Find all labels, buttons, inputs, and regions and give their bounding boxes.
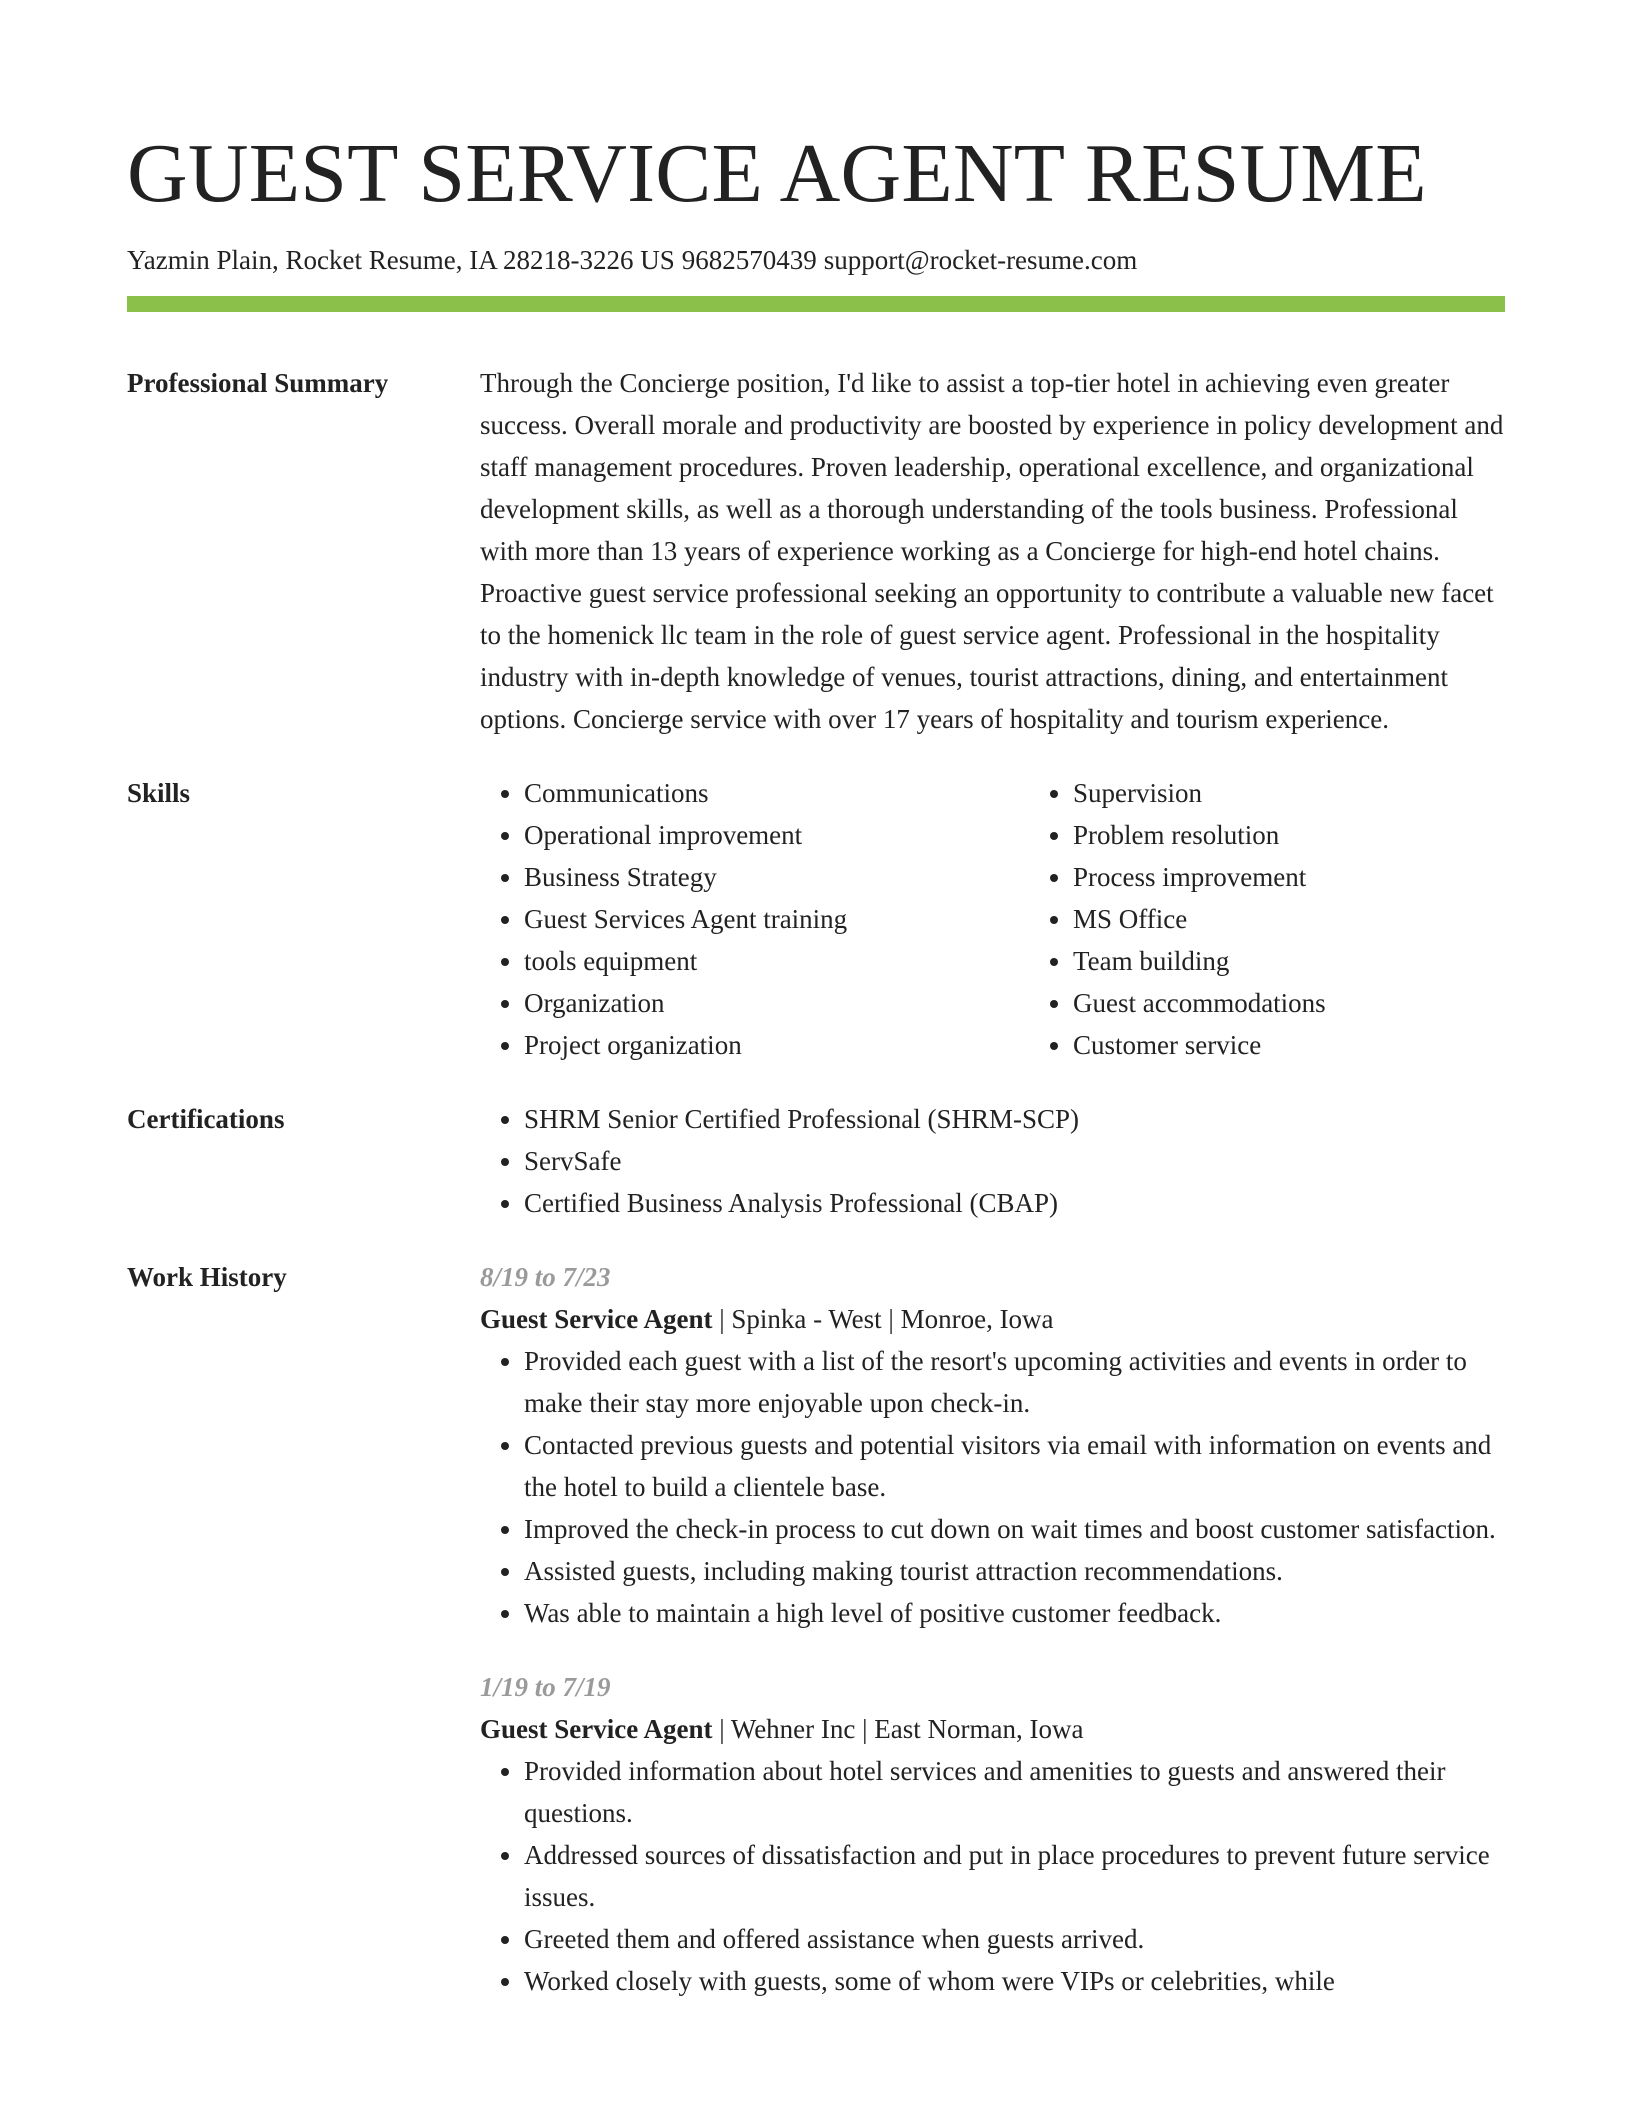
certifications-list bbox=[480, 1098, 1505, 1224]
job-duty: • Provided information about hotel services and amenities to guests and answered their questions. bbox=[524, 1750, 1505, 1834]
job-title: Guest Service Agent bbox=[480, 1714, 713, 1745]
section-label-summary: Professional Summary bbox=[127, 368, 389, 399]
job-entry bbox=[480, 1666, 1505, 2002]
contact-name-address: Yazmin Plain, Rocket Resume, IA 28218-3226 US bbox=[127, 245, 675, 275]
contact-email: support@rocket-resume.com bbox=[823, 245, 1138, 275]
skill-item: • Supervision bbox=[1073, 772, 1505, 814]
job-duties-list bbox=[480, 1750, 1505, 2002]
skill-item: • Customer service bbox=[1073, 1024, 1505, 1066]
section-certifications bbox=[127, 1098, 1505, 1224]
skill-item: • Communications bbox=[524, 772, 1029, 814]
skill-item: • Problem resolution bbox=[1073, 814, 1505, 856]
job-duty: • Assisted guests, including making tourist attraction recommendations. bbox=[524, 1550, 1505, 1592]
job-duty: • Contacted previous guests and potential visitors via email with information on events and the hotel to build a clientele base. bbox=[524, 1424, 1505, 1508]
section-label-certifications: Certifications bbox=[127, 1104, 285, 1135]
job-duty: • Addressed sources of dissatisfaction and put in place procedures to prevent future service issues. bbox=[524, 1834, 1505, 1918]
job-duties-list bbox=[480, 1340, 1505, 1634]
summary-text: Through the Concierge position, I'd like to assist a top-tier hotel in achieving even greater success. Overall morale and productivity are boosted by experience in policy development and staff management procedures. Proven leadership, operational excellence, and organizational development skills, as well as a thorough understanding of the tools business. Professional with more than 13 years of experience working as a Concierge for high-end hotel chains. Proactive guest service professional seeking an opportunity to contribute a valuable new facet to the homenick llc team in the role of guest service agent. Professional in the hospitality industry with in-depth knowledge of venues, tourist attractions, dining, and entertainment options. Concierge service with over 17 years of hospitality and tourism experience. bbox=[480, 368, 1504, 735]
job-details: | Spinka - West | Monroe, Iowa bbox=[712, 1304, 1054, 1335]
job-duty: • Was able to maintain a high level of positive customer feedback. bbox=[524, 1592, 1505, 1634]
job-duty: • Provided each guest with a list of the resort's upcoming activities and events in order to make their stay more enjoyable upon check-in. bbox=[524, 1340, 1505, 1424]
skill-item: • Project organization bbox=[524, 1024, 1029, 1066]
job-duty: • Improved the check-in process to cut down on wait times and boost customer satisfaction. bbox=[524, 1508, 1505, 1550]
skill-item: • Team building bbox=[1073, 940, 1505, 982]
section-professional-summary bbox=[127, 362, 1505, 740]
skills-list-left bbox=[480, 772, 1029, 1066]
skill-item: • Organization bbox=[524, 982, 1029, 1024]
skill-item: • Operational improvement bbox=[524, 814, 1029, 856]
header-divider bbox=[127, 296, 1505, 312]
job-heading bbox=[480, 1298, 1505, 1340]
certification-item: • SHRM Senior Certified Professional (SHRM-SCP) bbox=[524, 1098, 1505, 1140]
skill-item: • Guest accommodations bbox=[1073, 982, 1505, 1024]
certification-item: • ServSafe bbox=[524, 1140, 1505, 1182]
section-work-history bbox=[127, 1256, 1505, 2002]
skill-item: • tools equipment bbox=[524, 940, 1029, 982]
job-heading bbox=[480, 1708, 1505, 1750]
contact-line bbox=[127, 244, 1505, 276]
skills-columns bbox=[480, 772, 1505, 1066]
certification-item: • Certified Business Analysis Professional (CBAP) bbox=[524, 1182, 1505, 1224]
job-details: | Wehner Inc | East Norman, Iowa bbox=[712, 1714, 1084, 1745]
skills-list-right bbox=[1029, 772, 1505, 1066]
skill-item: • MS Office bbox=[1073, 898, 1505, 940]
job-duty: • Greeted them and offered assistance when guests arrived. bbox=[524, 1918, 1505, 1960]
work-history-body bbox=[480, 1256, 1505, 2002]
job-dates: 1/19 to 7/19 bbox=[480, 1672, 611, 1703]
skill-item: • Process improvement bbox=[1073, 856, 1505, 898]
page-title: GUEST SERVICE AGENT RESUME bbox=[127, 127, 1427, 220]
section-skills bbox=[127, 772, 1505, 1066]
job-title: Guest Service Agent bbox=[480, 1304, 713, 1335]
skill-item: • Guest Services Agent training bbox=[524, 898, 1029, 940]
section-label-work-history: Work History bbox=[127, 1262, 287, 1293]
section-label-skills: Skills bbox=[127, 778, 191, 809]
job-duty: • Worked closely with guests, some of whom were VIPs or celebrities, while bbox=[524, 1960, 1505, 2002]
job-dates: 8/19 to 7/23 bbox=[480, 1262, 611, 1293]
skill-item: • Business Strategy bbox=[524, 856, 1029, 898]
contact-phone: 9682570439 bbox=[681, 245, 817, 275]
job-entry bbox=[480, 1256, 1505, 1634]
certifications-body bbox=[480, 1098, 1505, 1224]
